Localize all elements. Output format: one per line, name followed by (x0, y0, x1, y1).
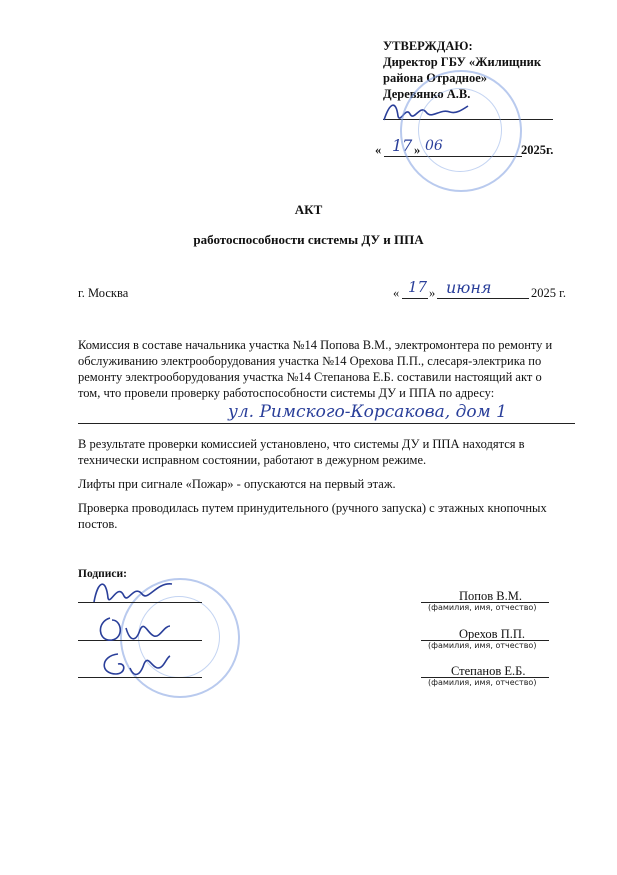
body-paragraph-1-line-4: том, что провели проверку работоспособности системы ДУ и ППА по адресу: (78, 386, 495, 400)
approval-label: УТВЕРЖДАЮ: (383, 39, 473, 53)
approval-director-name: Деревянко А.В. (383, 87, 471, 101)
approval-date-close: » (414, 143, 421, 157)
signer-name-1: Попов В.М. (459, 589, 522, 603)
signatures-heading: Подписи: (78, 568, 127, 580)
signer-name-3: Степанов Е.Б. (451, 664, 526, 678)
approval-position: Директор ГБУ «Жилищник (383, 55, 542, 69)
body-paragraph-2-line-2: технически исправном состоянии, работают в дежурном режиме. (78, 453, 427, 467)
approval-date-month: 06 (425, 138, 443, 154)
date-month: июня (446, 278, 492, 297)
approval-date-open: « (375, 143, 382, 157)
approval-date-year: 2025г. (521, 143, 554, 157)
signature-orekhov (92, 612, 172, 646)
body-paragraph-2-line-1: В результате проверки комиссией установлено, что системы ДУ и ППА находятся в (78, 437, 525, 451)
body-paragraph-4-line-1: Проверка проводилась путем принудительного (ручного запуска) с этажных кнопочных (78, 501, 547, 515)
approval-date-day: 17 (392, 136, 413, 155)
seal-stamp-inner (418, 88, 502, 172)
date-year: 2025 г. (531, 286, 566, 300)
body-paragraph-1-line-3: ремонту электрооборудования участка №14 Степанова Е.Б. составили настоящий акт о (78, 370, 542, 384)
city: г. Москва (78, 286, 129, 300)
date-day-line (402, 298, 428, 299)
date-quote-close: » (429, 286, 436, 300)
signer-caption-3: (фамилия, имя, отчество) (428, 678, 537, 687)
signature-popov (88, 574, 178, 608)
body-paragraph-3: Лифты при сигнале «Пожар» - опускаются на первый этаж. (78, 477, 396, 491)
date-quote-open: « (393, 286, 400, 300)
address-handwritten: ул. Римского-Корсакова, дом 1 (228, 402, 507, 422)
document-title: АКТ (294, 202, 323, 217)
approval-organization: района Отрадное» (383, 71, 488, 85)
signer-caption-2: (фамилия, имя, отчество) (428, 641, 537, 650)
body-paragraph-1-line-2: обслуживанию электрооборудования участка №14 Орехова П.П., слесаря-электрика по (78, 354, 542, 368)
signer-caption-1: (фамилия, имя, отчество) (428, 603, 537, 612)
signer-name-2: Орехов П.П. (459, 627, 526, 641)
body-paragraph-1-line-1: Комиссия в составе начальника участка №14 Попова В.М., электромонтера по ремонту и (78, 338, 553, 352)
address-line (78, 423, 575, 424)
document-subtitle: работоспособности системы ДУ и ППА (193, 232, 424, 247)
signature-stepanov (92, 648, 172, 680)
date-day: 17 (408, 278, 428, 296)
body-paragraph-4-line-2: постов. (78, 517, 118, 531)
date-month-line (437, 298, 529, 299)
